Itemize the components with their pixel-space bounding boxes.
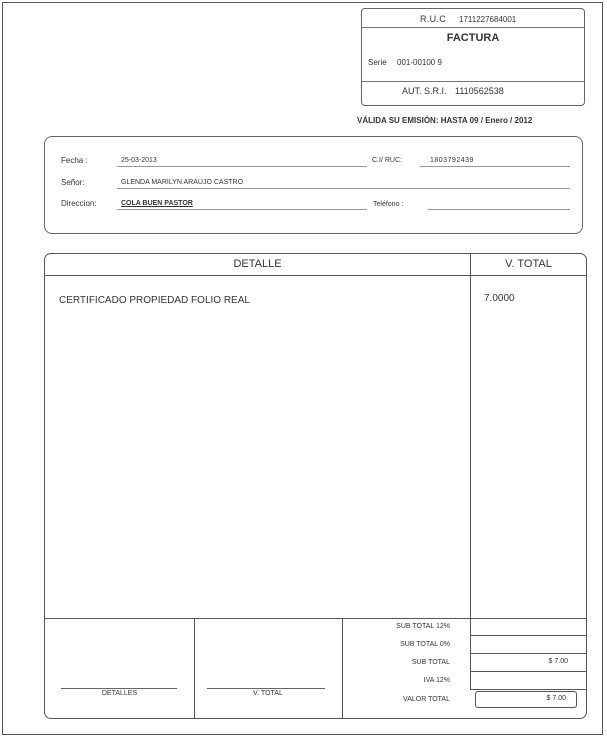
footer-detalles-label: DETALLES — [101, 690, 138, 697]
subtotal-12-label: SUB TOTAL 12% — [396, 623, 450, 630]
senor-value: GLENDA MARILYN ARAUJO CASTRO — [121, 179, 244, 186]
fecha-value: 25-03-2013 — [121, 157, 157, 164]
fecha-label: Fecha : — [61, 156, 88, 165]
telefono-label: Teléfono : — [373, 201, 404, 208]
valor-total-label: VALOR TOTAL — [403, 696, 450, 703]
senor-label: Señor: — [61, 178, 85, 187]
subtotal-0-label: SUB TOTAL 0% — [400, 641, 450, 648]
doc-type: FACTURA — [446, 32, 500, 44]
customer-box — [44, 136, 583, 234]
detail-table — [44, 253, 587, 719]
valor-total-cell — [475, 691, 577, 708]
iva-label: IVA 12% — [423, 677, 450, 684]
ruc-number: 1711227684001 — [459, 15, 517, 24]
ruc-box — [361, 8, 585, 106]
valor-total-value: $ 7.00 — [546, 695, 566, 702]
iva-cell — [470, 671, 586, 690]
ci-value: 1803792439 — [430, 157, 474, 164]
table-row-vtotal: 7.0000 — [484, 293, 515, 304]
subtotal-value: $ 7.00 — [548, 658, 568, 665]
validity-text: VÁLIDA SU EMISIÓN: HASTA 09 / Enero / 2012 — [357, 116, 533, 125]
aut-value: 1110562538 — [455, 86, 504, 96]
direccion-label: Direccion: — [61, 199, 97, 208]
subtotal-12-cell — [470, 618, 586, 636]
serie-value: 001-00100 9 — [397, 58, 442, 67]
subtotal-label: SUB TOTAL — [411, 659, 450, 666]
subtotal-cell — [470, 653, 586, 672]
serie-label: Serie — [368, 58, 387, 67]
direccion-value: COLA BUEN PASTOR — [121, 200, 193, 207]
col-header-detalle: DETALLE — [233, 258, 282, 270]
table-row-detalle: CERTIFICADO PROPIEDAD FOLIO REAL — [59, 295, 250, 306]
footer-vtotal-label: V. TOTAL — [253, 690, 283, 697]
ruc-label: R.U.C — [420, 14, 446, 24]
col-header-vtotal: V. TOTAL — [505, 258, 552, 270]
ci-label: C.I/ RUC: — [372, 157, 402, 164]
aut-label: AUT. S.R.I. — [402, 86, 447, 96]
subtotal-0-cell — [470, 635, 586, 654]
